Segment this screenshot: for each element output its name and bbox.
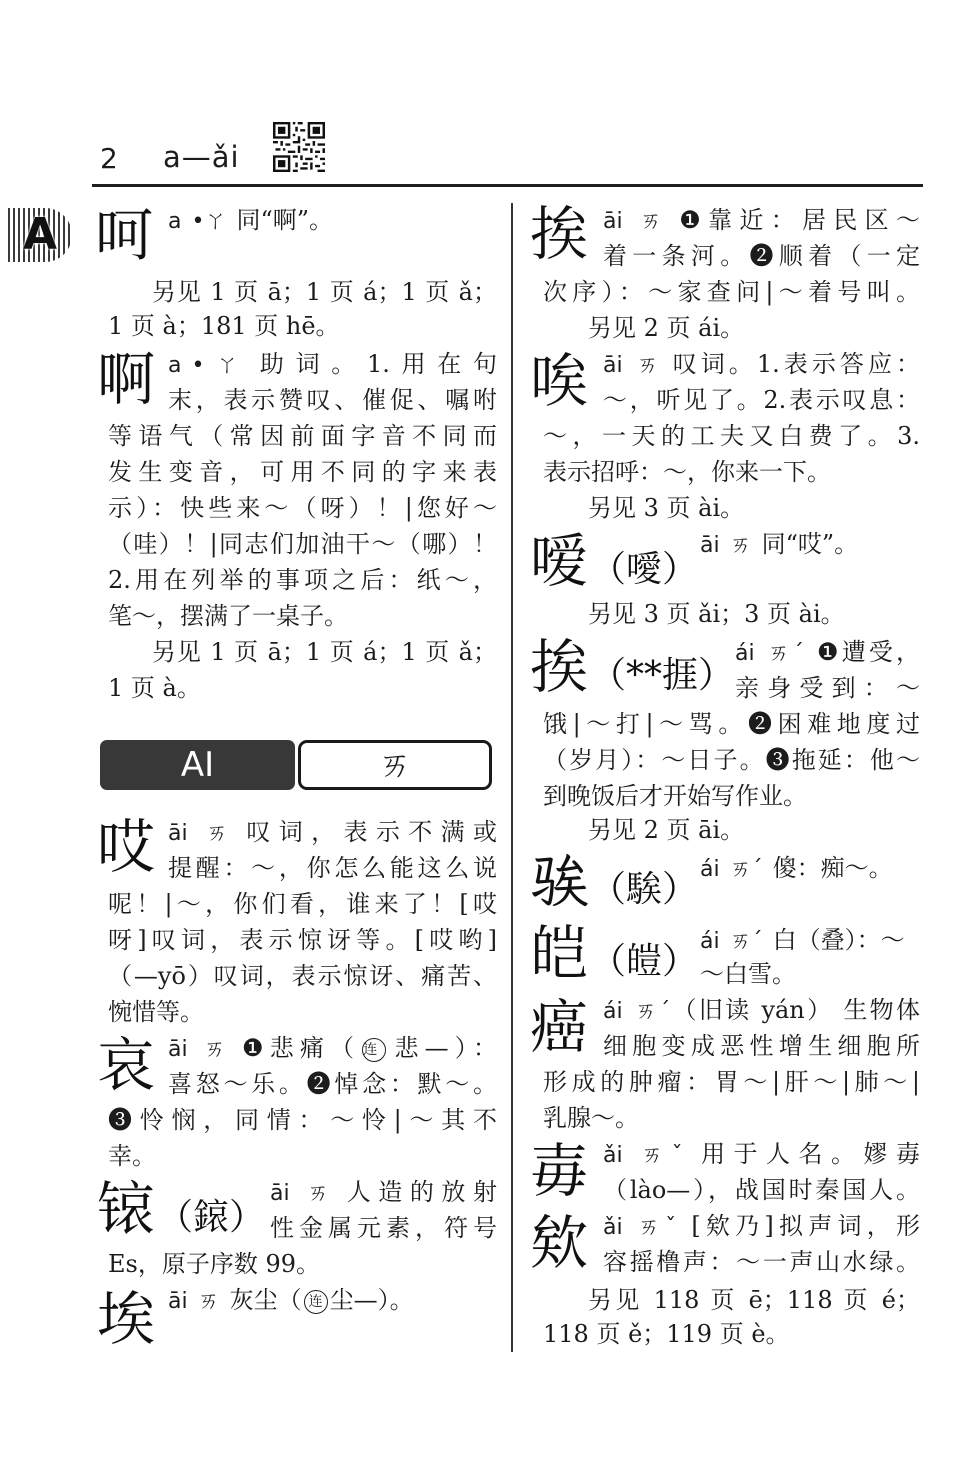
definition-line: 性金属元素，符号	[270, 1214, 497, 1242]
pinyin: ái	[700, 857, 720, 882]
zhuyin: ㄞ	[197, 1037, 232, 1062]
cross-reference-line: 另见 2 页 ái。	[588, 314, 745, 342]
definition-line	[700, 922, 905, 958]
definition-line: （lào—），战国时秦国人。	[603, 1176, 920, 1204]
definition-line: 饿|～打|～骂。❷困难地度过	[543, 710, 920, 738]
definition-line	[603, 992, 920, 1028]
zhuyin: ㄞˇ	[632, 1143, 692, 1168]
definition-text: （旧读 yán） 生物体	[672, 996, 920, 1024]
section-latin-label: AI	[180, 745, 215, 785]
definition-text: 同“哎”。	[761, 530, 859, 558]
headword	[97, 813, 156, 881]
headword	[530, 1209, 589, 1277]
zhuyin: •ㄚ	[191, 209, 227, 234]
definition-line: 示）：快些来～（呀）！|您好～	[108, 494, 497, 522]
definition-line	[168, 202, 333, 238]
headword	[530, 993, 589, 1061]
definition-text: 叹词，表示不满或	[246, 818, 497, 846]
definition-line: （—yō）叹词，表示惊讶、痛苦、	[108, 962, 497, 990]
letter-tab	[8, 208, 72, 262]
qr-code-icon	[273, 122, 325, 172]
cross-reference-line: 1 页 à。	[108, 674, 201, 702]
definition-line: 容摇橹声：～一声山水绿。	[603, 1248, 920, 1276]
zhuyin: ㄞˊ	[764, 641, 808, 666]
definition-text: 白（叠）：～	[772, 926, 905, 954]
pinyin: ǎi	[603, 1215, 623, 1240]
cross-reference-line: 118 页 ě；119 页 è。	[543, 1320, 790, 1348]
headword	[97, 345, 156, 413]
traditional-form: （皚）	[590, 941, 699, 982]
circled-lian-icon: 连	[362, 1038, 386, 1062]
definition-line: ～，听见了。2.表示叹息：	[603, 386, 920, 414]
zhuyin: ㄞ	[299, 1181, 337, 1206]
headword-char: 毐	[530, 1137, 589, 1205]
traditional-form: （**捱）	[590, 655, 735, 696]
definition-line: 亲身受到：～	[735, 674, 920, 702]
headword	[530, 847, 699, 915]
definition-line: 乳腺～。	[543, 1104, 639, 1132]
headword-char: 皑	[530, 919, 589, 987]
pinyin: āi	[168, 821, 188, 846]
definition-line: ❸怜悯，同情：～怜|～其不	[108, 1106, 497, 1134]
traditional-form: （鎄）	[157, 1197, 266, 1238]
pinyin: ái	[603, 999, 623, 1024]
definition-text: ❶靠近：居民区～	[679, 206, 920, 234]
page-number: 2	[100, 142, 118, 175]
headword-char: 欸	[530, 1209, 589, 1277]
headword	[530, 633, 735, 701]
definition-line: 提醒：～，你怎么能这么说	[168, 854, 497, 882]
cross-reference-line: 1 页 à；181 页 hē。	[108, 312, 340, 340]
headword	[95, 201, 154, 269]
definition-line: 细胞变成恶性增生细胞所	[603, 1032, 920, 1060]
definition-line: 惋惜等。	[108, 998, 204, 1026]
headword	[530, 1137, 589, 1205]
definition-line: 呢！|～，你们看，谁来了！[哎	[108, 890, 497, 918]
definition-text: 用于人名。嫪毐	[701, 1140, 920, 1168]
pinyin: āi	[603, 353, 623, 378]
definition-line: Es，原子序数 99。	[108, 1250, 321, 1278]
section-zhuyin-box	[298, 740, 492, 790]
definition-text: 助词。1.用在句	[259, 350, 497, 378]
definition-line: 末，表示赞叹、催促、嘱咐	[168, 386, 497, 414]
definition-text: ❶遭受，	[817, 638, 920, 666]
definition-line	[700, 526, 858, 562]
column-divider	[511, 203, 513, 1352]
headword-char: 嗳	[530, 527, 589, 595]
definition-line	[168, 814, 497, 850]
definition-line: ～白雪。	[700, 960, 796, 988]
definition-line: 2.用在列举的事项之后：纸～，	[108, 566, 497, 594]
headword-char: 呵	[95, 201, 154, 269]
headword-char: 哎	[97, 813, 156, 881]
definition-line: 次序）：～家查问|～着号叫。	[543, 278, 920, 306]
headword-char: 哀	[97, 1031, 156, 1099]
definition-line: 呀]叹词，表示惊讶等。[哎哟]	[108, 926, 497, 954]
zhuyin: ㄞ	[729, 533, 752, 558]
definition-line	[168, 1282, 414, 1318]
headword	[530, 347, 589, 415]
headword-char: 唉	[530, 347, 589, 415]
pinyin: a	[168, 209, 182, 234]
definition-line: （哇）！|同志们加油干～（哪）！	[108, 530, 497, 558]
zhuyin: ㄞˊ	[729, 929, 763, 954]
headword-char: 挨	[530, 633, 589, 701]
zhuyin: ㄞ	[197, 1289, 220, 1314]
section-latin-box	[100, 740, 295, 790]
definition-text: 同“啊”。	[236, 206, 334, 234]
headword	[530, 200, 589, 268]
headword-char: 锿	[97, 1175, 156, 1243]
headword	[97, 1285, 156, 1353]
cross-reference-line: 另见 1 页 ā；1 页 á；1 页 ǎ；	[152, 278, 497, 306]
definition-line: ～，一天的工夫又白费了。3.	[543, 422, 920, 450]
headword	[97, 1175, 266, 1243]
definition-line: 喜怒～乐。❷悼念：默～。	[168, 1070, 497, 1098]
definition-line: 发生变音，可用不同的字来表	[108, 458, 497, 486]
headword-char: 挨	[530, 200, 589, 268]
zhuyin: •ㄚ	[191, 353, 250, 378]
definition-text: 尘—）。	[329, 1286, 414, 1314]
pinyin: ái	[735, 641, 755, 666]
definition-line: 到晚饭后才开始写作业。	[543, 782, 807, 810]
headword-char: 啊	[97, 345, 156, 413]
circled-lian-icon: 连	[304, 1290, 328, 1314]
definition-line	[603, 1208, 920, 1244]
pinyin: āi	[168, 1037, 188, 1062]
zhuyin: ㄞˇ	[632, 1215, 682, 1240]
zhuyin: ㄞ	[197, 821, 237, 846]
definition-line	[603, 1136, 920, 1172]
pinyin: āi	[168, 1289, 188, 1314]
definition-line: 笔～，摆满了一桌子。	[108, 602, 348, 630]
definition-text: 傻：痴～。	[772, 854, 893, 882]
definition-line: 幸。	[108, 1142, 156, 1170]
cross-reference-line: 另见 118 页 ē；118 页 é；	[588, 1286, 920, 1314]
pinyin: ǎi	[603, 1143, 623, 1168]
definition-text: [欸乃]拟声词，形	[691, 1212, 920, 1240]
definition-line	[603, 202, 920, 238]
definition-line: （岁月）：～日子。❸拖延：他～	[543, 746, 920, 774]
definition-line	[735, 634, 920, 670]
pinyin: āi	[270, 1181, 290, 1206]
definition-text: 叹词。1.表示答应：	[672, 350, 920, 378]
pinyin: āi	[700, 533, 720, 558]
pinyin: āi	[603, 209, 623, 234]
definition-line: 表示招呼：～，你来一下。	[543, 458, 831, 486]
headword	[530, 527, 699, 595]
pinyin: ái	[700, 929, 720, 954]
definition-line	[270, 1174, 497, 1210]
definition-line: 着一条河。❷顺着（一定	[603, 242, 920, 270]
headword-char: 𫘤	[530, 847, 589, 915]
definition-line	[168, 1030, 497, 1066]
definition-text: 灰尘（	[229, 1286, 302, 1314]
definition-text: 悲—）：	[388, 1034, 497, 1062]
definition-line: 等语气（常因前面字音不同而	[108, 422, 497, 450]
headword-char: 埃	[97, 1285, 156, 1353]
cross-reference-line: 另见 3 页 ài。	[588, 494, 745, 522]
cross-reference-line: 另见 3 页 ǎi；3 页 ài。	[588, 600, 845, 628]
definition-line	[603, 346, 920, 382]
definition-text: 人造的放射	[346, 1178, 497, 1206]
section-zhuyin-label: ㄞ	[378, 745, 412, 785]
zhuyin: ㄞˊ	[729, 857, 763, 882]
definition-line	[168, 346, 497, 382]
headword	[530, 919, 699, 987]
headword-char: 癌	[530, 993, 589, 1061]
header-rule	[92, 184, 923, 187]
cross-reference-line: 另见 2 页 āi。	[588, 816, 745, 844]
definition-text: ❶悲痛（	[241, 1034, 361, 1062]
guide-words: a—ǎi	[163, 140, 240, 174]
headword	[97, 1031, 156, 1099]
definition-line: 形成的肿瘤：胃～|肝～|肺～|	[543, 1068, 920, 1096]
zhuyin: ㄞˊ	[632, 999, 673, 1024]
zhuyin: ㄞ	[632, 209, 670, 234]
zhuyin: ㄞ	[632, 353, 663, 378]
traditional-form: （噯）	[590, 549, 699, 590]
traditional-form: （騃）	[590, 869, 699, 910]
pinyin: a	[168, 353, 182, 378]
cross-reference-line: 另见 1 页 ā；1 页 á；1 页 ǎ；	[152, 638, 497, 666]
definition-line	[700, 850, 893, 886]
letter-tab-label: A	[22, 209, 58, 260]
